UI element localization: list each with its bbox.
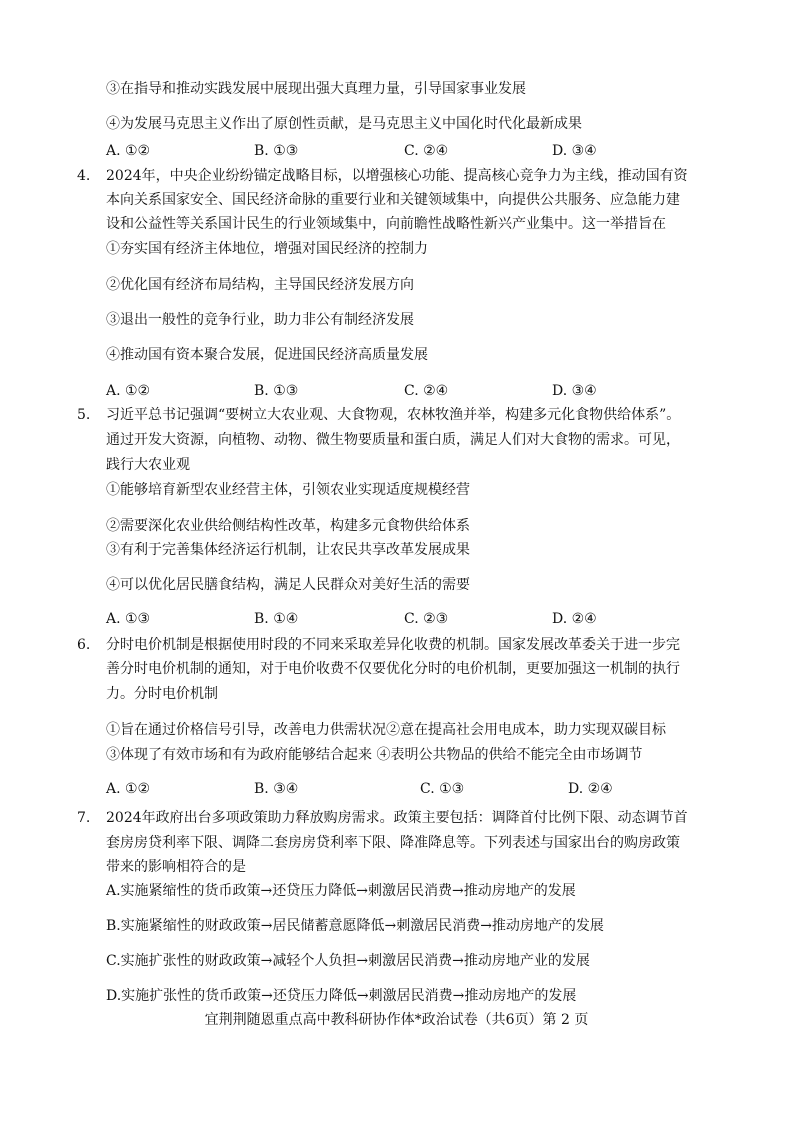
q6-options: [106, 779, 666, 799]
q5-option-a: A. ①③: [106, 611, 151, 627]
q4-item-2: ②优化国有经济布局结构，主导国民经济发展方向: [106, 277, 414, 293]
q7-number: 7.: [77, 810, 91, 826]
q5-options: [106, 609, 666, 629]
q6-option-a: A. ①②: [106, 781, 151, 797]
q6-stem-line-3: 力。分时电价机制: [106, 686, 218, 702]
q5-option-b: B. ①④: [254, 611, 299, 627]
q5-item-1: ①能够培育新型农业经营主体，引领农业实现适度规模经营: [106, 482, 470, 498]
q3-option-d: D. ③④: [552, 143, 597, 159]
q7-option-b: B.实施紧缩性的财政政策→居民储蓄意愿降低→刺激居民消费→推动房地产的发展: [106, 918, 604, 934]
q5-item-4: ④可以优化居民膳食结构，满足人民群众对美好生活的需要: [106, 577, 470, 593]
q7-stem-line-2: 套房房贷利率下限、调降二套房房贷利率下限、降准降息等。下列表述与国家出台的购房政策: [106, 835, 680, 851]
q5-option-d: D. ②④: [552, 611, 597, 627]
q3-item-3: ③在指导和推动实践发展中展现出强大真理力量，引导国家事业发展: [106, 81, 526, 97]
q4-option-b: B. ①③: [254, 383, 299, 399]
q5-stem-line-3: 践行大农业观: [106, 457, 190, 473]
q4-number: 4.: [77, 168, 91, 184]
q5-stem-line-2: 通过开发大资源，向植物、动物、微生物要质量和蛋白质，满足人们对大食物的需求。可见，: [106, 432, 680, 448]
q4-stem-line-1: 2024年，中央企业纷纷锚定战略目标，以增强核心功能、提高核心竞争力为主线，推动国有资: [106, 168, 688, 184]
q5-number: 5.: [77, 407, 91, 423]
q5-stem-line-1: 习近平总书记强调“要树立大农业观、大食物观，农林牧渔并举，构建多元化食物供给体系”。: [106, 407, 681, 423]
q7-option-d: D.实施扩张性的货币政策→还贷压力降低→刺激居民消费→推动房地产的发展: [106, 988, 577, 1004]
q3-item-4: ④为发展马克思主义作出了原创性贡献，是马克思主义中国化时代化最新成果: [106, 116, 582, 132]
q3-option-c: C. ②④: [404, 143, 449, 159]
q4-stem-line-2: 本向关系国家安全、国民经济命脉的重要行业和关键领域集中，向提供公共服务、应急能力建: [106, 192, 680, 208]
q4-stem-line-3: 设和公益性等关系国计民生的行业领域集中，向前瞻性战略性新兴产业集中。这一举措旨在: [106, 216, 666, 232]
q5-item-3: ③有利于完善集体经济运行机制，让农民共享改革发展成果: [106, 542, 470, 558]
q4-option-a: A. ①②: [106, 383, 151, 399]
q7-stem-line-1: 2024年政府出台多项政策助力释放购房需求。政策主要包括：调降首付比例下限、动态调节首: [106, 810, 688, 826]
q6-stem-line-1: 分时电价机制是根据使用时段的不同来采取差异化收费的机制。国家发展改革委关于进一步完: [106, 637, 680, 653]
q4-item-4: ④推动国有资本聚合发展，促进国民经济高质量发展: [106, 347, 428, 363]
q3-option-b: B. ①③: [254, 143, 299, 159]
q7-option-a: A.实施紧缩性的货币政策→还贷压力降低→刺激居民消费→推动房地产的发展: [106, 883, 576, 899]
q7-option-c: C.实施扩张性的财政政策→减轻个人负担→刺激居民消费→推动房地产业的发展: [106, 953, 590, 969]
q6-stem-line-2: 善分时电价机制的通知，对于电价收费不仅要优化分时的电价机制，更要加强这一机制的执行: [106, 661, 680, 677]
q6-items-line-2: ③体现了有效市场和有为政府能够结合起来 ④表明公共物品的供给不能完全由市场调节: [106, 747, 643, 763]
q6-option-c: C. ①③: [420, 781, 465, 797]
q3-options: [106, 141, 666, 161]
q6-option-b: B. ③④: [254, 781, 299, 797]
q6-items-line-1: ①旨在通过价格信号引导，改善电力供需状况②意在提高社会用电成本，助力实现双碳目标: [106, 722, 666, 738]
q4-options: [106, 381, 666, 401]
q6-option-d: D. ②④: [568, 781, 613, 797]
q6-number: 6.: [77, 637, 91, 653]
q4-item-3: ③退出一般性的竞争行业，助力非公有制经济发展: [106, 312, 414, 328]
q4-option-d: D. ③④: [552, 383, 597, 399]
q4-item-1: ①夯实国有经济主体地位，增强对国民经济的控制力: [106, 241, 428, 257]
q3-option-a: A. ①②: [106, 143, 151, 159]
q4-option-c: C. ②④: [404, 383, 449, 399]
page-footer: 宜荆荆随恩重点高中教科研协作体*政治试卷（共6页）第 2 页: [204, 1012, 589, 1028]
q7-stem-line-3: 带来的影响相符合的是: [106, 859, 246, 875]
q5-item-2: ②需要深化农业供给侧结构性改革，构建多元食物供给体系: [106, 518, 470, 534]
q5-option-c: C. ②③: [404, 611, 449, 627]
